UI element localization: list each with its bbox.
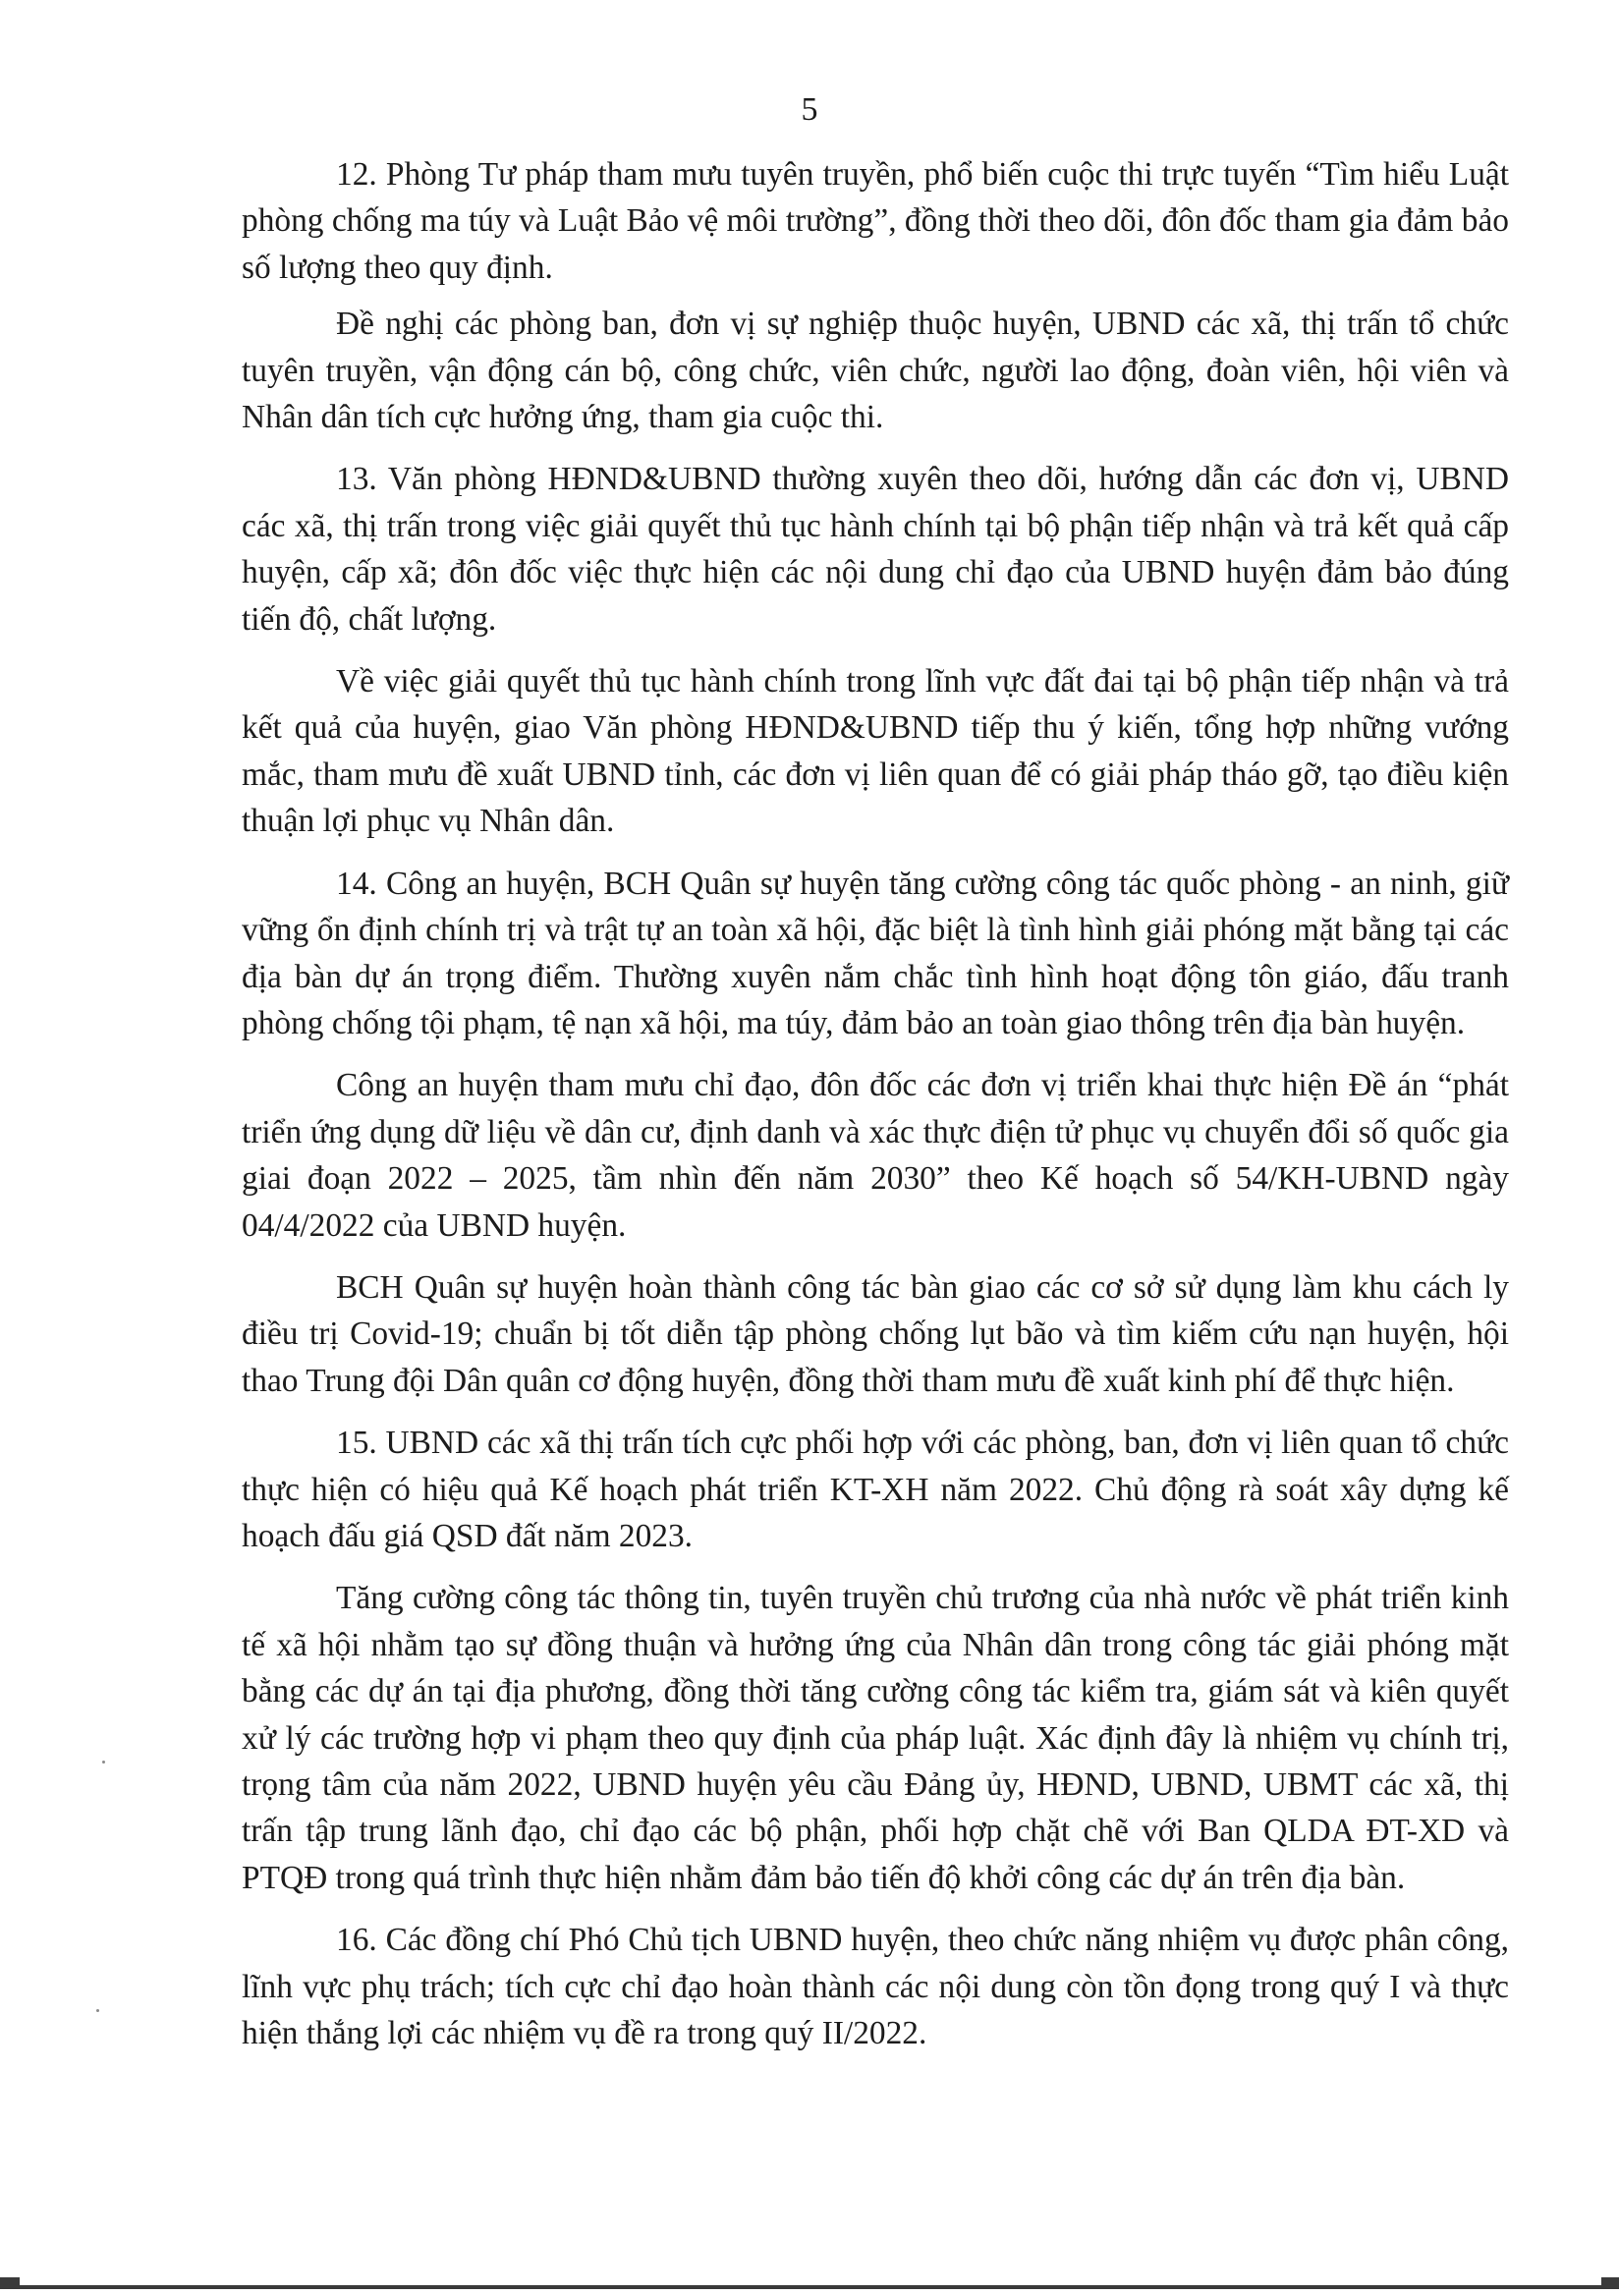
paragraph-land-procedures: Về việc giải quyết thủ tục hành chính trong lĩnh vực đất đai tại bộ phận tiếp nhận và trả kết quả của huyện, giao Văn phòng HĐND&UBND tiếp thu ý kiến, tổng hợp những vướng mắc, tham mưu đề xuất UBND tỉnh, các đơn vị liên quan để có giải pháp tháo gỡ, tạo điều kiện thuận lợi phục vụ Nhân dân. — [242, 663, 1509, 840]
page-number: 5 — [801, 91, 818, 128]
scan-bottom-border — [0, 2285, 1619, 2289]
paragraph-item-16: 16. Các đồng chí Phó Chủ tịch UBND huyện, theo chức năng nhiệm vụ được phân công, lĩnh vực phụ trách; tích cực chỉ đạo hoàn thành các nội dung còn tồn đọng trong quý I và thực hiện thắng lợi các nhiệm vụ đề ra trong quý II/2022. — [242, 1922, 1509, 2052]
scan-speck — [102, 1761, 105, 1764]
document-body — [242, 151, 1509, 2072]
paragraph-police-project: Công an huyện tham mưu chỉ đạo, đôn đốc các đơn vị triển khai thực hiện Đề án “phát triển ứng dụng dữ liệu về dân cư, định danh và xác thực điện tử phục vụ chuyển đổi số quốc gia giai đoạn 2022 – 2025, tầm nhìn đến năm 2030” theo Kế hoạch số 54/KH-UBND ngày 04/4/2022 của UBND huyện. — [242, 1067, 1509, 1244]
paragraph-item-12: 12. Phòng Tư pháp tham mưu tuyên truyền, phổ biến cuộc thi trực tuyến “Tìm hiểu Luật phòng chống ma túy và Luật Bảo vệ môi trường”, đồng thời theo dõi, đôn đốc tham gia đảm bảo số lượng theo quy định. — [242, 156, 1509, 286]
paragraph-item-15: 15. UBND các xã thị trấn tích cực phối hợp với các phòng, ban, đơn vị liên quan tổ chức thực hiện có hiệu quả Kế hoạch phát triển KT-XH năm 2022. Chủ động rà soát xây dựng kế hoạch đấu giá QSD đất năm 2023. — [242, 1425, 1509, 1554]
paragraph-military-command: BCH Quân sự huyện hoàn thành công tác bàn giao các cơ sở sử dụng làm khu cách ly điều trị Covid-19; chuẩn bị tốt diễn tập phòng chống lụt bão và tìm kiếm cứu nạn huyện, hội thao Trung đội Dân quân cơ động huyện, đồng thời tham mưu đề xuất kinh phí để thực hiện. — [242, 1268, 1509, 1399]
paragraph-item-13: 13. Văn phòng HĐND&UBND thường xuyên theo dõi, hướng dẫn các đơn vị, UBND các xã, thị trấn trong việc giải quyết thủ tục hành chính tại bộ phận tiếp nhận và trả kết quả cấp huyện, cấp xã; đôn đốc việc thực hiện các nội dung chỉ đạo của UBND huyện đảm bảo đúng tiến độ, chất lượng. — [242, 461, 1509, 638]
scan-edge-mark — [1601, 2277, 1619, 2289]
paragraph-propaganda: Tăng cường công tác thông tin, tuyên truyền chủ trương của nhà nước về phát triển kinh tế xã hội nhằm tạo sự đồng thuận và hưởng ứng của Nhân dân trong công tác giải phóng mặt bằng các dự án tại địa phương, đồng thời tăng cường công tác kiểm tra, giám sát và kiên quyết xử lý các trường hợp vi phạm theo quy định của pháp luật. Xác định đây là nhiệm vụ chính trị, trọng tâm của năm 2022, UBND huyện yêu cầu Đảng ủy, HĐND, UBND, UBMT các xã, thị trấn tập trung lãnh đạo, chỉ đạo các bộ phận, phối hợp chặt chẽ với Ban QLDA ĐT-XD và PTQĐ trong quá trình thực hiện nhằm đảm bảo tiến độ khởi công các dự án trên địa bàn. — [242, 1580, 1509, 1896]
paragraph-contest-request: Đề nghị các phòng ban, đơn vị sự nghiệp thuộc huyện, UBND các xã, thị trấn tổ chức tuyên truyền, vận động cán bộ, công chức, viên chức, người lao động, đoàn viên, hội viên và Nhân dân tích cực hưởng ứng, tham gia cuộc thi. — [242, 306, 1509, 436]
scan-speck — [96, 2009, 99, 2012]
paragraph-item-14: 14. Công an huyện, BCH Quân sự huyện tăng cường công tác quốc phòng - an ninh, giữ vững ổn định chính trị và trật tự an toàn xã hội, đặc biệt là tình hình giải phóng mặt bằng tại các địa bàn dự án trọng điểm. Thường xuyên nắm chắc tình hình hoạt động tôn giáo, đấu tranh phòng chống tội phạm, tệ nạn xã hội, ma túy, đảm bảo an toàn giao thông trên địa bàn huyện. — [242, 865, 1509, 1041]
